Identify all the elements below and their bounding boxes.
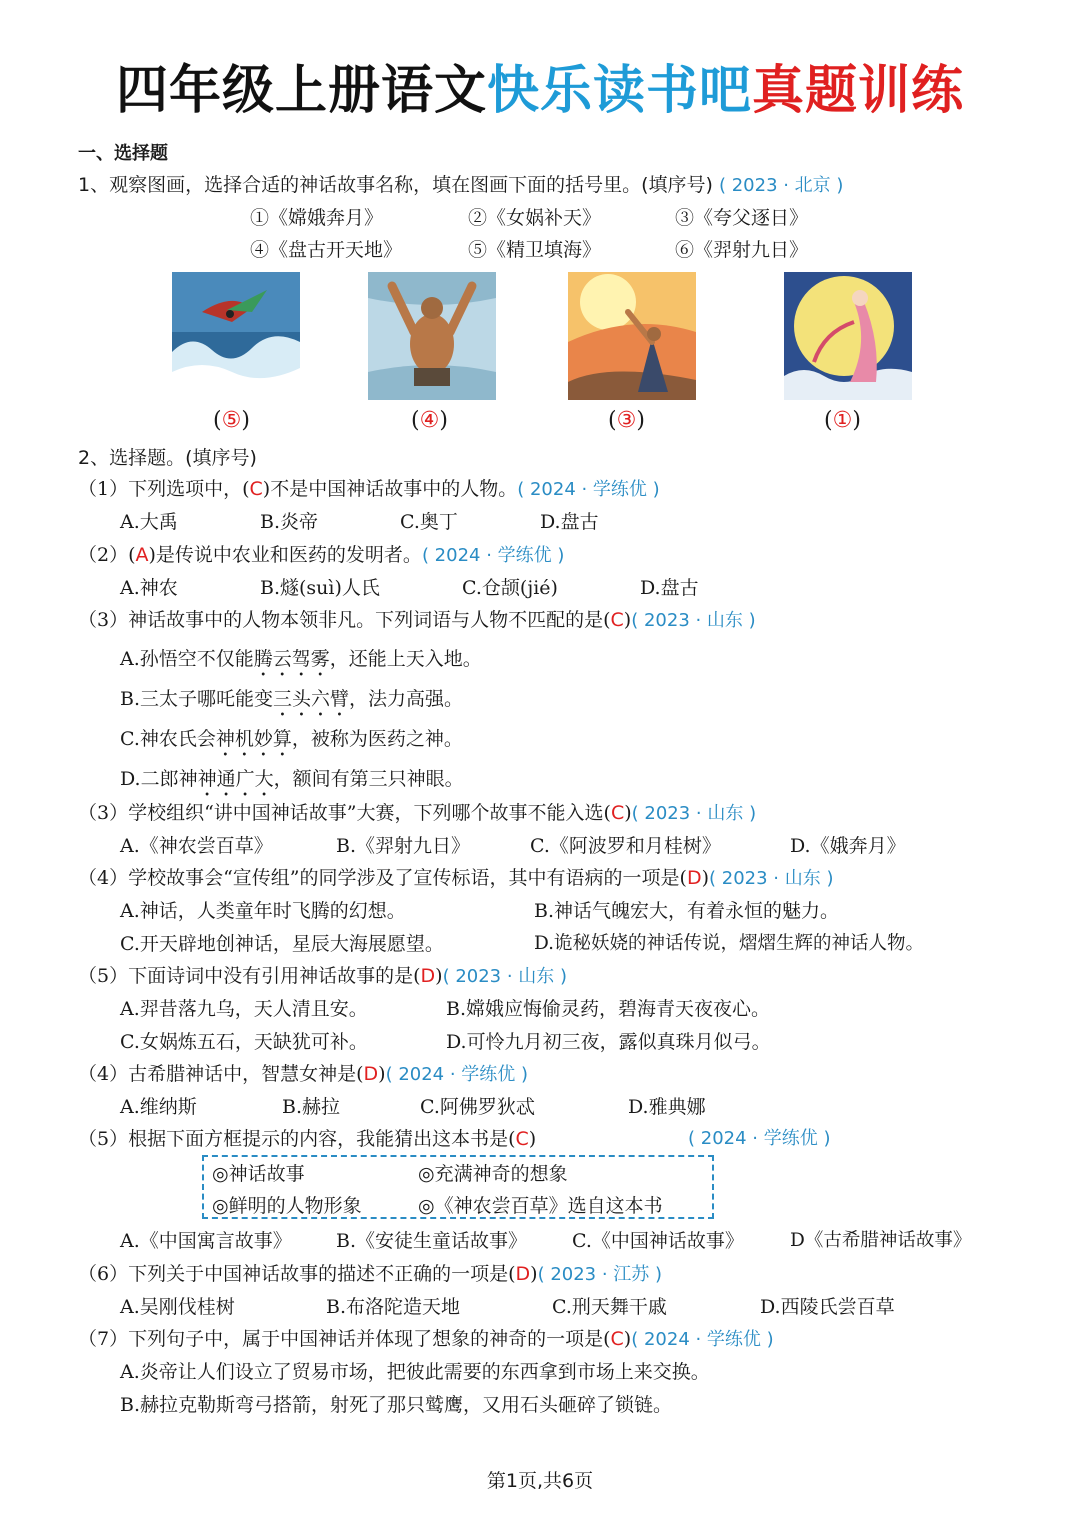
q1-option: ①《嫦娥奔月》: [250, 207, 384, 229]
text-fragment: ( 2023 · 山东 ): [442, 966, 568, 987]
text-fragment: )是传说中农业和医药的发明者。: [148, 544, 422, 566]
option: [120, 646, 482, 681]
option: B.布洛陀造天地: [326, 1296, 461, 1318]
text-fragment: D: [363, 1063, 379, 1085]
question: [78, 1326, 774, 1353]
pangu-picture: [368, 272, 496, 400]
option: [120, 686, 463, 721]
option: B.赫拉克勒斯弯弓搭箭，射死了那只鹫鹰，又用石头砸碎了锁链。: [120, 1394, 673, 1416]
q1-stem: [78, 172, 843, 199]
q2-stem: 2、选择题。(填序号): [78, 447, 257, 469]
q1-answer: ③: [616, 408, 637, 433]
option: D.《娥奔月》: [790, 835, 906, 857]
text-fragment: D: [420, 965, 436, 987]
title-part-3: 真题训练: [752, 61, 965, 121]
option: A.神话，人类童年时飞腾的幻想。: [120, 900, 406, 922]
section-heading: 一、选择题: [78, 143, 168, 164]
kuafu-picture: [568, 272, 696, 400]
hint-item: ◎《神农尝百草》选自这本书: [418, 1195, 663, 1217]
jingwei-picture: [172, 272, 300, 400]
q1-answer-paren: (④): [411, 408, 448, 433]
q1-answer-paren: (③): [608, 408, 645, 433]
text-fragment: ): [624, 802, 632, 824]
option: D.西陵氏尝百草: [760, 1296, 895, 1318]
option: A.炎帝让人们设立了贸易市场，把彼此需要的东西拿到市场上来交换。: [120, 1361, 710, 1383]
hint-item: ◎神话故事: [212, 1163, 305, 1185]
option: C.奥丁: [400, 511, 458, 533]
text-fragment: ): [530, 1263, 538, 1285]
option: A.大禹: [120, 511, 178, 533]
option: D.盘古: [640, 577, 699, 599]
option: B.嫦娥应悔偷灵药，碧海青天夜夜心。: [446, 998, 771, 1020]
option: A.《神农尝百草》: [120, 835, 273, 857]
q1-option: ⑤《精卫填海》: [468, 239, 602, 261]
question: [78, 800, 756, 827]
text-fragment: 神通广大: [197, 768, 274, 790]
question: [78, 607, 756, 634]
text-fragment: ( 2024 · 学练优 ): [385, 1064, 529, 1085]
source: ( 2024 · 学练优 ): [688, 1128, 831, 1149]
q1-option: ⑥《羿射九日》: [675, 239, 809, 261]
page-number: 第1页,共6页: [486, 1470, 594, 1492]
text-fragment: B.三太子哪吒能变: [120, 688, 274, 710]
option: B.赫拉: [282, 1096, 341, 1118]
question: [78, 542, 564, 569]
q1-answer: ④: [419, 408, 440, 433]
option: B.炎帝: [260, 511, 319, 533]
text-fragment: C: [610, 1328, 624, 1350]
option: A.吴刚伐桂树: [120, 1296, 235, 1318]
text-fragment: （6）下列关于中国神话故事的描述不正确的一项是(: [78, 1263, 516, 1285]
q1-answer-paren: (①): [824, 408, 861, 433]
option: C.仓颉(jié): [462, 577, 558, 599]
option: B.《羿射九日》: [336, 835, 471, 857]
option: A.神农: [120, 577, 178, 599]
text-fragment: ): [623, 1328, 632, 1350]
text-fragment: 神机妙算: [215, 728, 292, 750]
text-fragment: ): [528, 1128, 537, 1150]
option: B.燧(suì)人氏: [260, 577, 380, 599]
text-fragment: （5）下面诗词中没有引用神话故事的是(: [78, 965, 421, 987]
option: C.开天辟地创神话，星辰大海展愿望。: [120, 933, 444, 955]
text-fragment: ( 2023 · 山东 ): [709, 868, 834, 889]
text-fragment: ( 2024 · 学练优 ): [631, 1329, 774, 1350]
text-fragment: C: [515, 1128, 529, 1150]
question: [78, 1261, 662, 1288]
text-fragment: ): [701, 867, 709, 889]
option: A.《中国寓言故事》: [120, 1230, 292, 1252]
question: [78, 476, 660, 503]
option: D《古希腊神话故事》: [790, 1230, 972, 1251]
q1-answer: ⑤: [221, 408, 242, 433]
text-fragment: C: [610, 802, 625, 824]
option: B.《安徒生童话故事》: [336, 1230, 528, 1252]
question: [78, 865, 833, 892]
option: [120, 726, 463, 761]
q1-answer: ①: [832, 408, 853, 433]
text-fragment: ，额间有第三只神眼。: [273, 768, 464, 790]
change-picture: [784, 272, 912, 400]
text-fragment: ，被称为医药之神。: [291, 728, 463, 750]
q1-option: ②《女娲补天》: [468, 207, 602, 229]
question: [78, 963, 567, 990]
option: A.维纳斯: [120, 1096, 197, 1118]
q1-option: ④《盘古开天地》: [250, 239, 403, 261]
q1-option: ③《夸父逐日》: [675, 207, 809, 229]
text-fragment: D: [686, 867, 702, 889]
text-fragment: ( 2023 · 山东 ): [631, 610, 756, 631]
text-fragment: ( 2024 · 学练优 ): [421, 545, 565, 566]
text-fragment: )不是中国神话故事中的人物。: [262, 478, 518, 500]
hint-item: ◎充满神奇的想象: [418, 1163, 568, 1185]
text-fragment: ，法力高强。: [349, 688, 464, 710]
option: C.《中国神话故事》: [572, 1230, 744, 1252]
title-part-1: 四年级上册语文: [115, 61, 487, 121]
page-title: [0, 48, 1080, 123]
text-fragment: ): [435, 965, 443, 987]
option: [120, 766, 464, 801]
option: C.刑天舞干戚: [552, 1296, 667, 1318]
title-part-2: 快乐读书吧: [486, 61, 752, 121]
text-fragment: ): [378, 1063, 386, 1085]
option: C.女娲炼五石，天缺犹可补。: [120, 1031, 368, 1053]
q1-source: ( 2023 · 北京 ): [718, 175, 844, 196]
text-fragment: （3）神话故事中的人物本领非凡。下列词语与人物不匹配的是(: [78, 609, 611, 631]
option: A.羿昔落九乌，天人清且安。: [120, 998, 368, 1020]
option: D.盘古: [540, 511, 599, 533]
text-fragment: （1）下列选项中，(: [78, 478, 250, 500]
text-fragment: （4）古希腊神话中，智慧女神是(: [78, 1063, 364, 1085]
text-fragment: C.神农氏会: [120, 728, 216, 750]
option: C.《阿波罗和月桂树》: [530, 835, 721, 857]
text-fragment: C: [610, 609, 624, 631]
text-fragment: （5）根据下面方框提示的内容，我能猜出这本书是(: [78, 1128, 516, 1150]
option: B.神话气魄宏大，有着永恒的魅力。: [534, 900, 840, 922]
text-fragment: 三头六臂: [273, 688, 350, 710]
question: [78, 1126, 536, 1152]
text-fragment: 腾云驾雾: [253, 648, 330, 670]
option: D.诡秘妖娆的神话传说，熠熠生辉的神话人物。: [534, 933, 925, 954]
text-fragment: C: [249, 478, 263, 500]
text-fragment: A.孙悟空不仅能: [120, 648, 254, 670]
text-fragment: D: [515, 1263, 531, 1285]
option: C.阿佛罗狄忒: [420, 1096, 535, 1118]
text-fragment: A: [135, 544, 149, 566]
text-fragment: ，还能上天入地。: [329, 648, 482, 670]
text-fragment: ): [623, 609, 632, 631]
text-fragment: ( 2024 · 学练优 ): [517, 479, 660, 500]
q1-answer-paren: (⑤): [213, 408, 250, 433]
hint-item: ◎鲜明的人物形象: [212, 1195, 362, 1217]
text-fragment: （4）学校故事会“宣传组”的同学涉及了宣传标语，其中有语病的一项是(: [78, 867, 687, 889]
option: D.雅典娜: [628, 1096, 706, 1118]
text-fragment: （2）(: [78, 544, 136, 566]
text-fragment: （7）下列句子中，属于中国神话并体现了想象的神奇的一项是(: [78, 1328, 611, 1350]
text-fragment: ( 2023 · 山东 ): [631, 803, 757, 824]
text-fragment: ( 2023 · 江苏 ): [537, 1264, 663, 1285]
option: D.可怜九月初三夜，露似真珠月似弓。: [446, 1031, 771, 1053]
text-fragment: （3）学校组织“讲中国神话故事”大赛，下列哪个故事不能入选(: [78, 802, 611, 824]
q1-stem-text: 1、观察图画，选择合适的神话故事名称，填在图画下面的括号里。(填序号): [78, 174, 713, 196]
question: [78, 1061, 528, 1088]
text-fragment: D.二郎神: [120, 768, 198, 790]
